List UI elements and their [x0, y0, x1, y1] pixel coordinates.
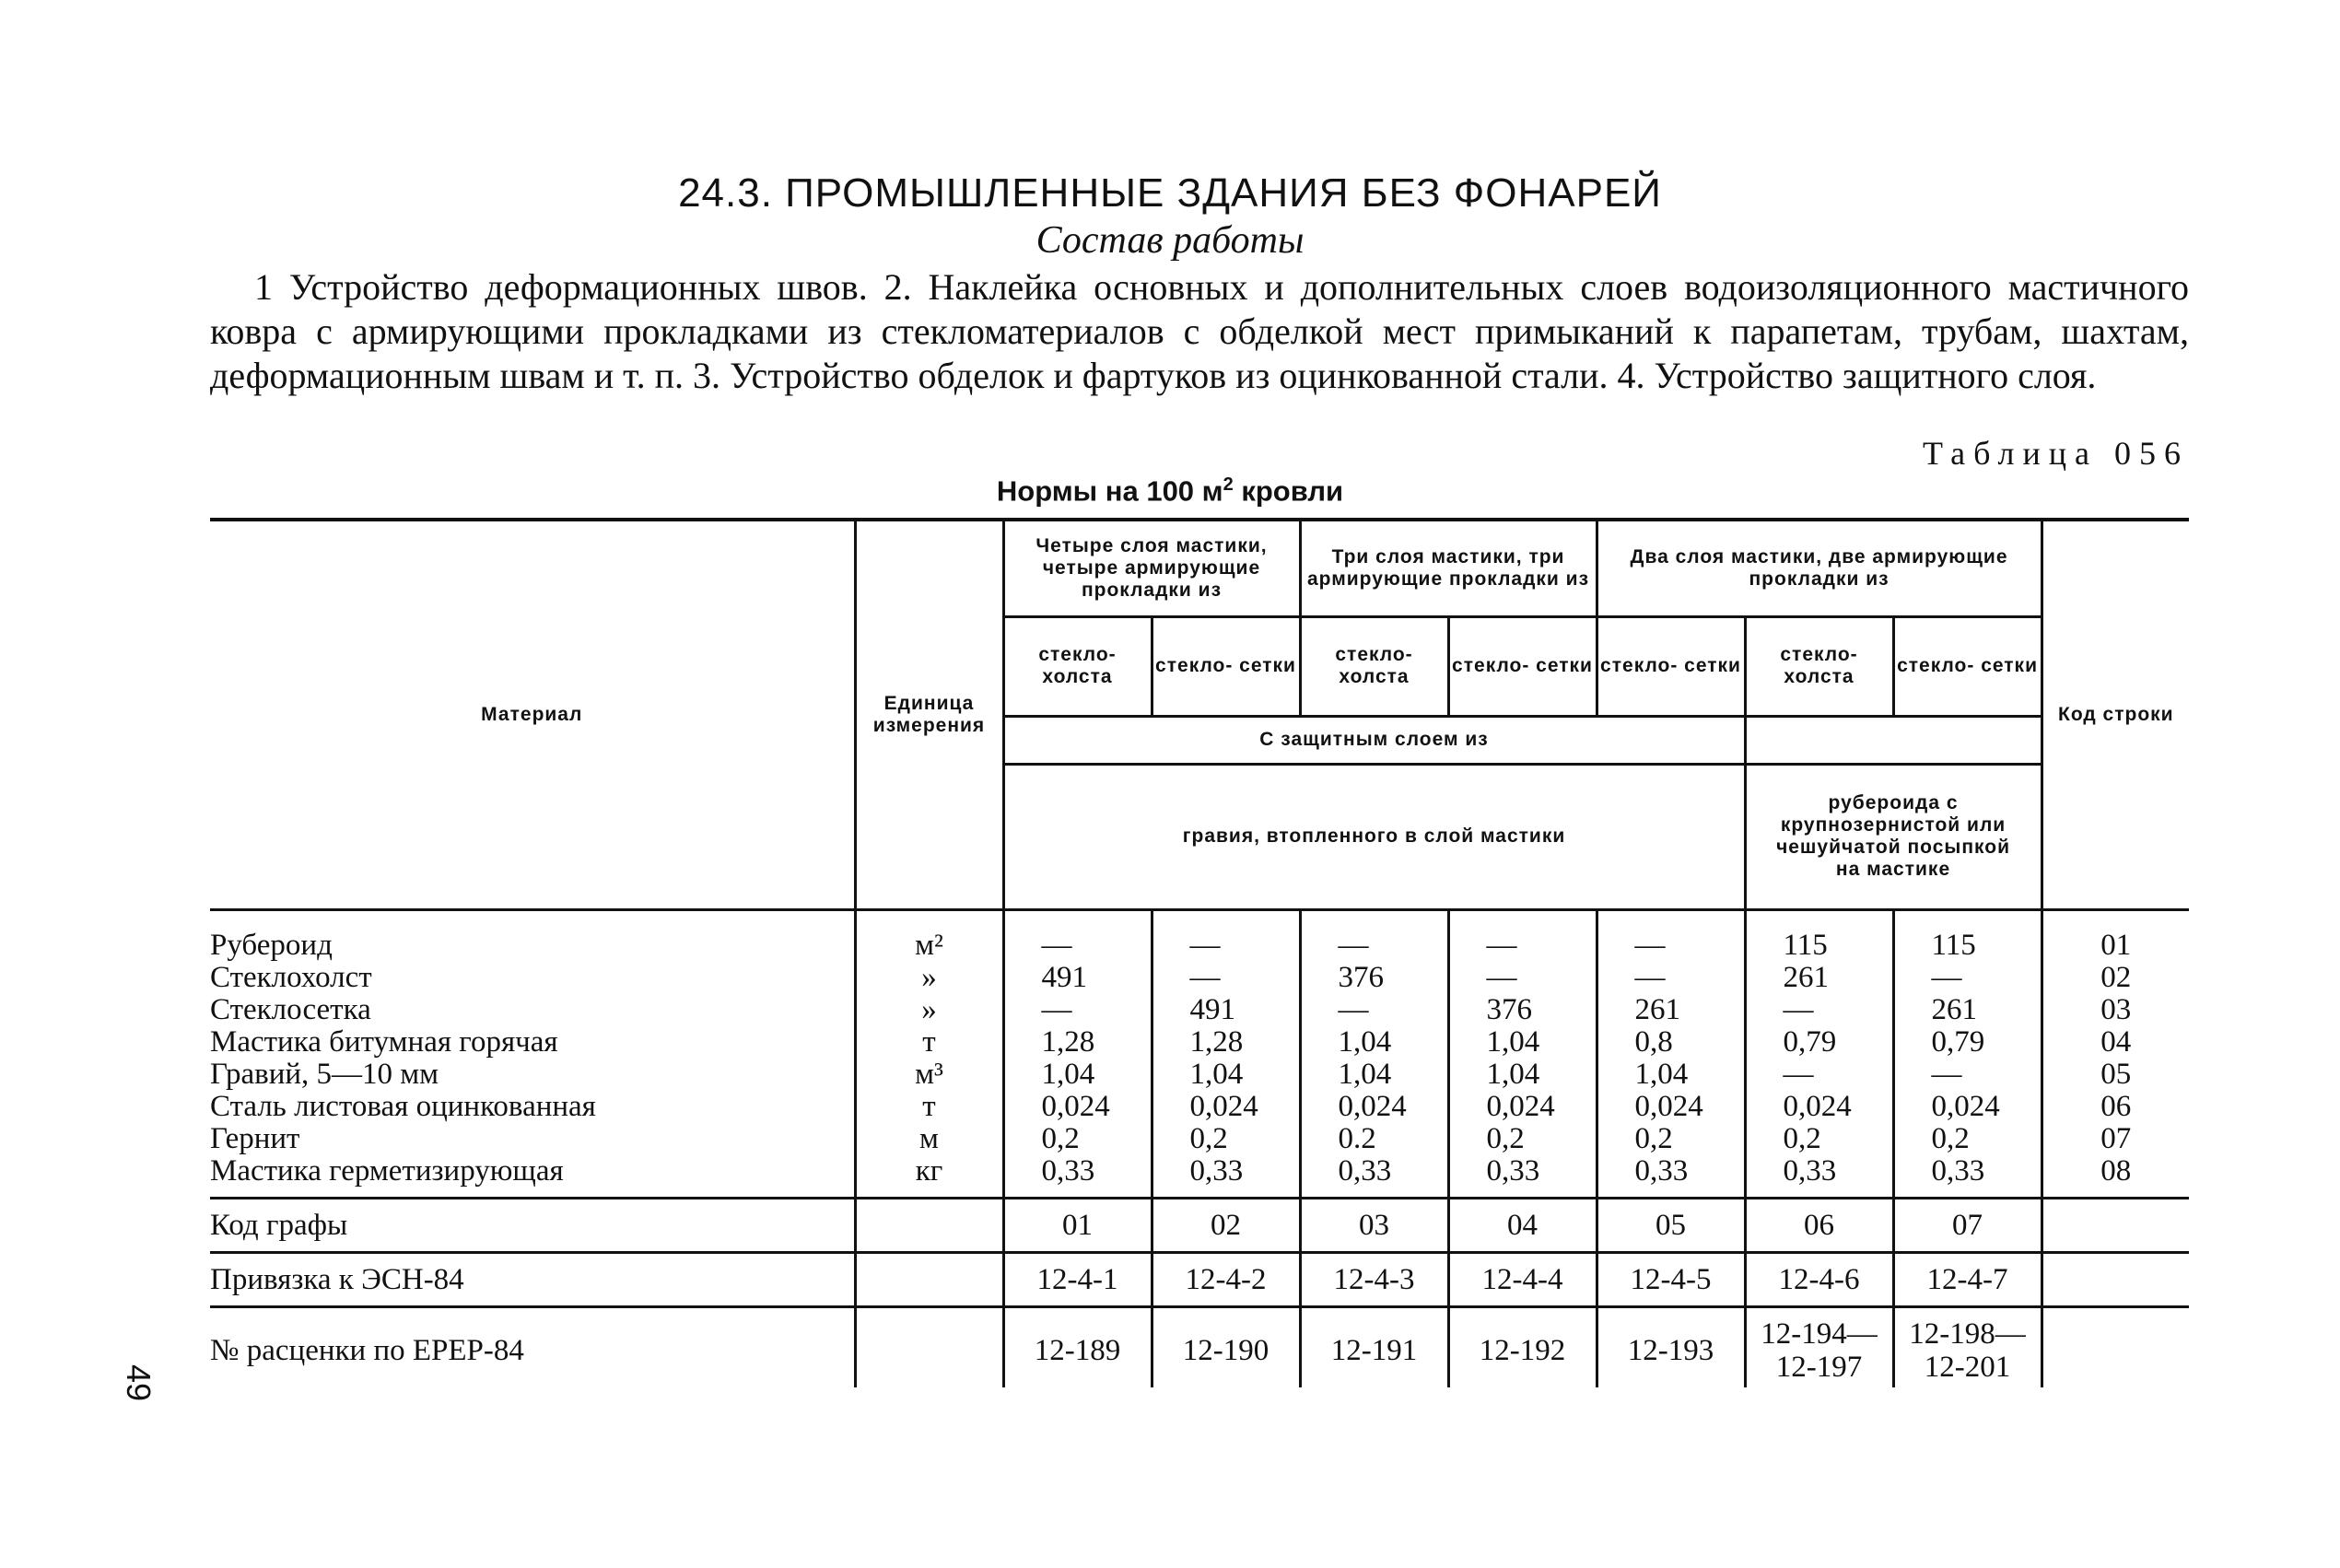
graph-code-label: Код графы: [210, 1198, 855, 1252]
graph-code: 07: [1893, 1198, 2042, 1252]
norm-value: —: [1634, 928, 1666, 962]
ruberoid-layer-header: рубероида с крупнозернистой или чешуйчатой посыпкой на мастике: [1745, 764, 2042, 909]
esn-code: 12-4-4: [1448, 1252, 1597, 1306]
norm-value: 0,33: [1338, 1153, 1392, 1188]
col-group-four-layers: Четыре слоя мастики, четыре армирующие прокладки из: [1003, 520, 1300, 616]
norm-value: 0,2: [1634, 1121, 1673, 1155]
material-name: Рубероид: [210, 928, 333, 962]
subcol-header: стекло- холста: [1003, 616, 1152, 716]
norm-value: 0,2: [1041, 1121, 1080, 1155]
esn-code: 12-4-7: [1893, 1252, 2042, 1306]
caption-prefix: Нормы на 100 м: [996, 474, 1223, 508]
empty-cell: [855, 1252, 1003, 1306]
erer-rate: 12-189: [1003, 1306, 1152, 1387]
erer-rate: 12-198— 12-201: [1893, 1306, 2042, 1387]
row-code: 04: [2100, 1024, 2132, 1059]
norm-value: 0,33: [1931, 1153, 1985, 1188]
norm-value: —: [1783, 1057, 1814, 1091]
section-title: 24.3. ПРОМЫШЛЕННЫЕ ЗДАНИЯ БЕЗ ФОНАРЕЙ: [678, 170, 1662, 216]
norm-value: 1,04: [1189, 1057, 1244, 1091]
norm-value: —: [1486, 928, 1517, 962]
norm-value: 0,024: [1931, 1089, 2000, 1123]
col-header-material: Материал: [210, 520, 855, 909]
graph-code-row: [210, 1198, 2189, 1252]
unit-value: »: [921, 992, 937, 1026]
material-name: Стеклохолст: [210, 960, 372, 994]
erer-rate-row: [210, 1306, 2189, 1387]
esn-code: 12-4-3: [1300, 1252, 1448, 1306]
norm-value: 1,04: [1486, 1024, 1540, 1059]
norm-value: 115: [1783, 928, 1828, 962]
norm-value: —: [1189, 928, 1221, 962]
col-header-row-code: Код строки: [2042, 520, 2189, 909]
norm-value: 0,33: [1189, 1153, 1244, 1188]
empty-cell: [2042, 1252, 2189, 1306]
norm-value: 491: [1041, 960, 1087, 994]
values-col-01: [1003, 909, 1152, 1198]
caption-suffix: кровли: [1233, 474, 1344, 508]
norm-value: 376: [1338, 960, 1385, 994]
row-code: 05: [2100, 1057, 2132, 1091]
subcol-header: стекло- холста: [1300, 616, 1448, 716]
esn-binding-label: Привязка к ЭСН-84: [210, 1252, 855, 1306]
unit-value: м²: [915, 928, 943, 962]
graph-code: 05: [1597, 1198, 1745, 1252]
norm-value: 0,024: [1338, 1089, 1407, 1123]
caption-sup: 2: [1223, 474, 1234, 495]
norm-value: 1,28: [1041, 1024, 1095, 1059]
material-name: Мастика герметизирующая: [210, 1153, 564, 1188]
table-number: Таблица 056: [1923, 435, 2189, 472]
norm-value: 261: [1783, 960, 1830, 994]
protective-layer-header: С защитным слоем из: [1003, 716, 1745, 764]
values-col-05: [1597, 909, 1745, 1198]
norm-value: 0,2: [1189, 1121, 1228, 1155]
row-code: 06: [2100, 1089, 2132, 1123]
norm-value: 1,04: [1338, 1057, 1392, 1091]
norm-value: 0,8: [1634, 1024, 1673, 1059]
unit-value: м: [919, 1121, 939, 1155]
norm-value: 0,024: [1783, 1089, 1852, 1123]
row-code: 03: [2100, 992, 2132, 1026]
graph-code: 03: [1300, 1198, 1448, 1252]
row-codes-cell: [2042, 909, 2189, 1198]
empty-cell: [855, 1198, 1003, 1252]
units-cell: [855, 909, 1003, 1198]
norm-value: 1,04: [1486, 1057, 1540, 1091]
erer-rate: 12-190: [1152, 1306, 1300, 1387]
norm-value: —: [1931, 960, 1962, 994]
graph-code: 02: [1152, 1198, 1300, 1252]
norm-value: 0,024: [1189, 1089, 1258, 1123]
esn-code: 12-4-2: [1152, 1252, 1300, 1306]
table-caption: [0, 474, 2340, 508]
row-code: 01: [2100, 928, 2132, 962]
norm-value: 1,04: [1634, 1057, 1689, 1091]
page-number: 49: [120, 1363, 158, 1402]
work-description-text: 1 Устройство деформационных швов. 2. Наклейка основных и дополнительных слоев водоизоляционного мастичного ковра с армирующими прокладками из стекломатериалов с обделкой мест примыканий к парапетам, трубам, шахтам, деформационным швам и т. п. 3. Устройство обделок и фартуков из оцинкованной стали. 4. Устройство защитного слоя.: [210, 266, 2189, 396]
material-name: Гернит: [210, 1121, 300, 1155]
norm-value: —: [1931, 1057, 1962, 1091]
materials-cell: [210, 909, 855, 1198]
norms-table: [210, 518, 2189, 1387]
norm-value: —: [1486, 960, 1517, 994]
work-description: [210, 265, 2189, 398]
norm-value: 261: [1634, 992, 1681, 1026]
norm-value: 0,024: [1486, 1089, 1555, 1123]
norm-value: —: [1634, 960, 1666, 994]
material-name: Сталь листовая оцинкованная: [210, 1089, 596, 1123]
norm-value: 0,024: [1634, 1089, 1703, 1123]
norm-value: 1,04: [1041, 1057, 1095, 1091]
row-code: 08: [2100, 1153, 2132, 1188]
norm-value: 115: [1931, 928, 1976, 962]
protective-layer-empty: [1745, 716, 2042, 764]
norm-value: 1,28: [1189, 1024, 1244, 1059]
values-col-04: [1448, 909, 1597, 1198]
col-group-two-layers: Два слоя мастики, две армирующие прокладки из: [1597, 520, 2042, 616]
section-subtitle: Состав работы: [1035, 219, 1305, 262]
esn-code: 12-4-1: [1003, 1252, 1152, 1306]
norm-value: 0,33: [1486, 1153, 1540, 1188]
norm-value: —: [1338, 928, 1369, 962]
norm-value: 0,2: [1783, 1121, 1821, 1155]
gravel-layer-header: гравия, втопленного в слой мастики: [1003, 764, 1745, 909]
norm-value: 1,04: [1338, 1024, 1392, 1059]
erer-rate-label: № расценки по ЕРЕР-84: [210, 1306, 855, 1387]
norm-value: 376: [1486, 992, 1533, 1026]
erer-rate: 12-191: [1300, 1306, 1448, 1387]
norm-value: —: [1338, 992, 1369, 1026]
norm-value: 0,79: [1931, 1024, 1985, 1059]
col-header-unit: Единица измерения: [855, 520, 1003, 909]
values-col-02: [1152, 909, 1300, 1198]
subcol-header: стекло- сетки: [1448, 616, 1597, 716]
material-name: Стеклосетка: [210, 992, 371, 1026]
unit-value: кг: [915, 1153, 943, 1188]
norm-value: 0,33: [1634, 1153, 1689, 1188]
norm-value: —: [1041, 928, 1072, 962]
material-name: Гравий, 5—10 мм: [210, 1057, 439, 1091]
values-col-07: [1893, 909, 2042, 1198]
norm-value: —: [1189, 960, 1221, 994]
norm-value: 0,79: [1783, 1024, 1837, 1059]
empty-cell: [855, 1306, 1003, 1387]
norm-value: —: [1783, 992, 1814, 1026]
erer-rate: 12-192: [1448, 1306, 1597, 1387]
erer-rate: 12-193: [1597, 1306, 1745, 1387]
graph-code: 06: [1745, 1198, 1893, 1252]
unit-value: т: [922, 1024, 936, 1059]
esn-code: 12-4-6: [1745, 1252, 1893, 1306]
empty-cell: [2042, 1306, 2189, 1387]
values-col-03: [1300, 909, 1448, 1198]
values-col-06: [1745, 909, 1893, 1198]
subcol-header: стекло- сетки: [1152, 616, 1300, 716]
norm-value: 0,024: [1041, 1089, 1110, 1123]
erer-rate: 12-194— 12-197: [1745, 1306, 1893, 1387]
esn-binding-row: [210, 1252, 2189, 1306]
row-code: 07: [2100, 1121, 2132, 1155]
norm-value: 0,33: [1041, 1153, 1095, 1188]
subcol-header: стекло- сетки: [1597, 616, 1745, 716]
norm-value: 261: [1931, 992, 1978, 1026]
norm-value: —: [1041, 992, 1072, 1026]
unit-value: »: [921, 960, 937, 994]
subcol-header: стекло- сетки: [1893, 616, 2042, 716]
material-name: Мастика битумная горячая: [210, 1024, 558, 1059]
unit-value: м³: [915, 1057, 943, 1091]
col-group-three-layers: Три слоя мастики, три армирующие прокладки из: [1300, 520, 1597, 616]
unit-value: т: [922, 1089, 936, 1123]
esn-code: 12-4-5: [1597, 1252, 1745, 1306]
empty-cell: [2042, 1198, 2189, 1252]
graph-code: 01: [1003, 1198, 1152, 1252]
norm-value: 0,33: [1783, 1153, 1837, 1188]
norm-value: 491: [1189, 992, 1235, 1026]
norm-value: 0,2: [1931, 1121, 1970, 1155]
norm-value: 0.2: [1338, 1121, 1376, 1155]
subcol-header: стекло- холста: [1745, 616, 1893, 716]
table-body-row: [210, 909, 2189, 1198]
graph-code: 04: [1448, 1198, 1597, 1252]
row-code: 02: [2100, 960, 2132, 994]
norm-value: 0,2: [1486, 1121, 1525, 1155]
